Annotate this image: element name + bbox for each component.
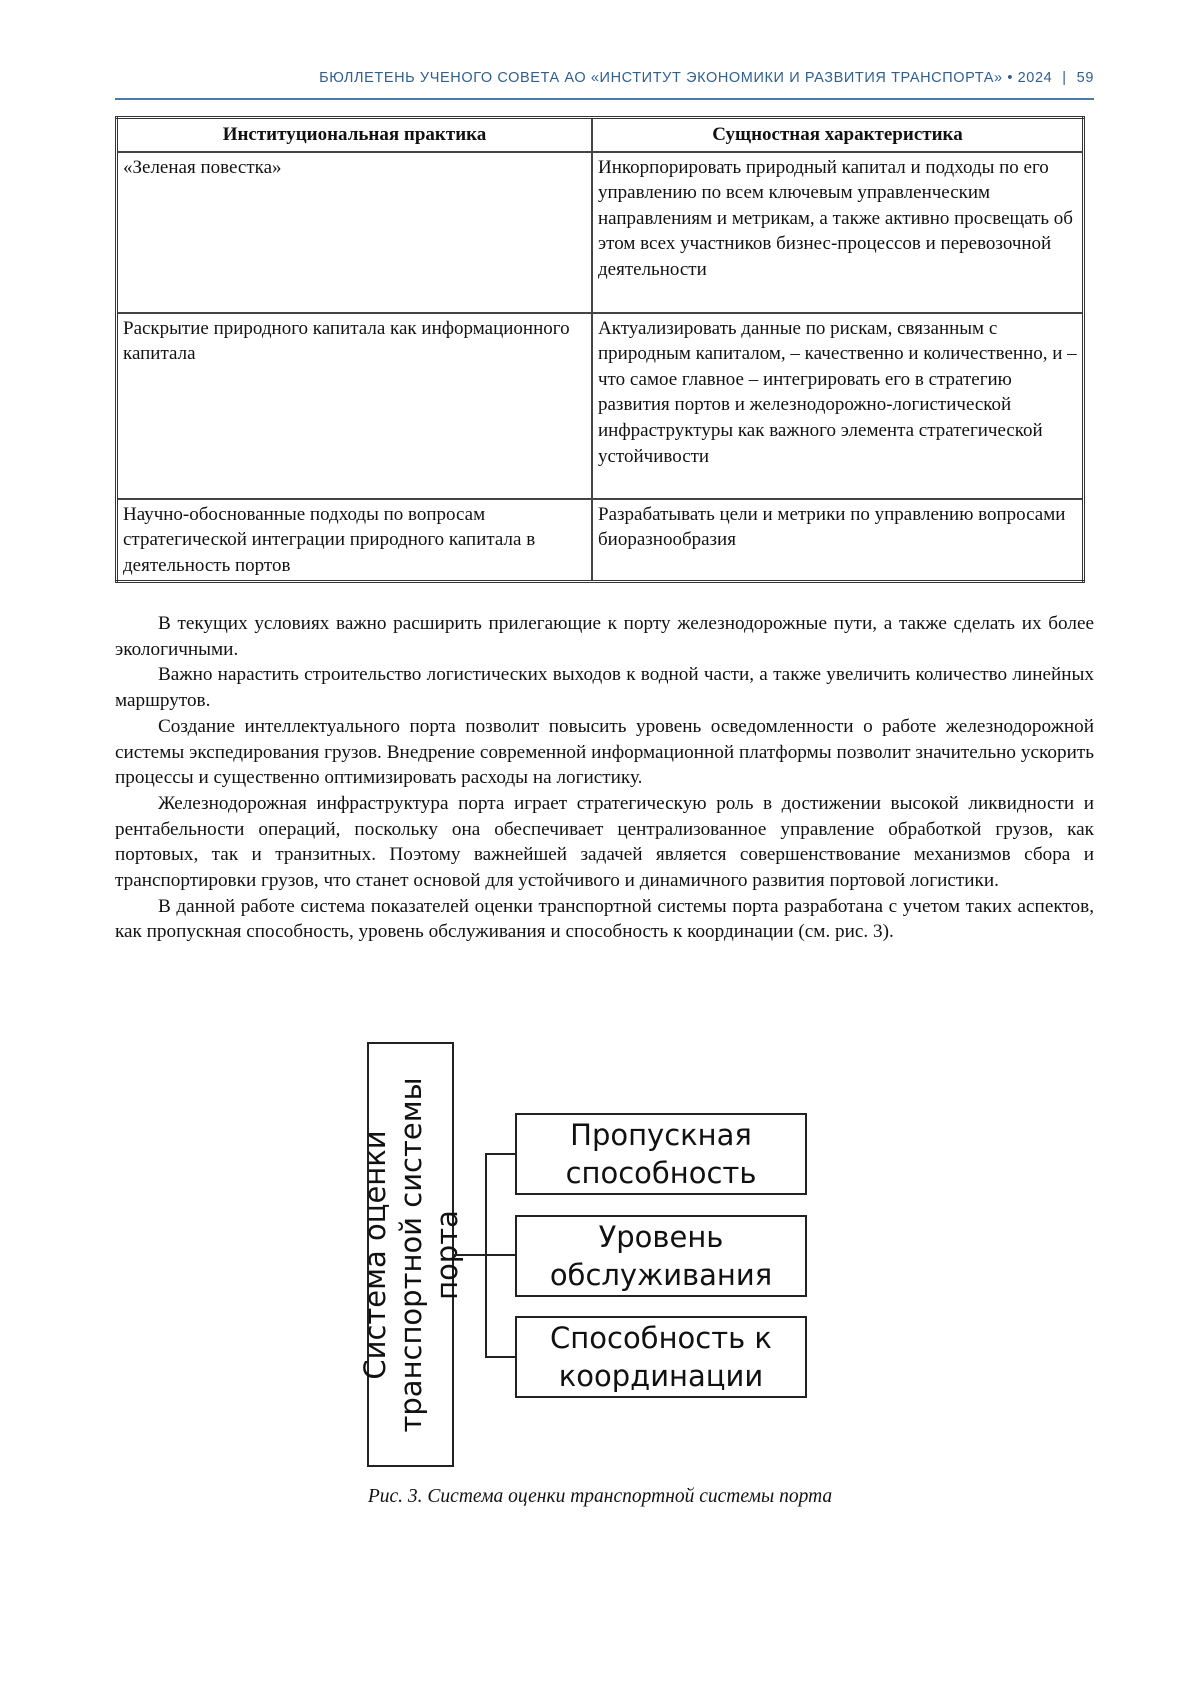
connector-line [485, 1356, 515, 1358]
table-cell: Научно-обоснованные подходы по вопросам стратегической интеграции природного капитала в деятельность портов [117, 499, 593, 582]
column-header: Институциональная практика [117, 118, 593, 152]
header-separator: | [1062, 70, 1066, 86]
body-text [115, 611, 1094, 945]
table-cell: Раскрытие природного капитала как информационного капитала [117, 313, 593, 499]
figure-caption: Рис. 3. Система оценки транспортной системы порта [0, 1486, 1200, 1508]
paragraph: Создание интеллектуального порта позволит повысить уровень осведомленности о работе железнодорожной системы экспедирования грузов. Внедрение современной информационной платформы позволит значительно ускорить процессы и существенно оптимизировать расходы на логистику. [115, 714, 1094, 791]
table-cell: Инкорпорировать природный капитал и подходы по его управлению по всем ключевым управленческим направлениям и метрикам, а также активно просвещать об этом всех участников бизнес-процессов и перевозочной деятельности [592, 152, 1084, 313]
root-node [367, 1042, 454, 1467]
paragraph: В текущих условиях важно расширить прилегающие к порту железнодорожные пути, а также сделать их более экологичными. [115, 611, 1094, 662]
child-node: Уровень обслуживания [515, 1215, 807, 1297]
child-node: Пропускная способность [515, 1113, 807, 1195]
table-cell: Актуализировать данные по рискам, связанным с природным капиталом, – качественно и количественно, и – что самое главное – интегрировать его в стратегию развития портов и железнодорожно-логистической инфраструктуры как важного элемента стратегической устойчивости [592, 313, 1084, 499]
page-number: 59 [1077, 70, 1094, 86]
table-row [117, 313, 1084, 499]
child-node: Способность к координации [515, 1316, 807, 1398]
table-cell: Разрабатывать цели и метрики по управлению вопросами биоразнообразия [592, 499, 1084, 582]
paragraph: Важно нарастить строительство логистических выходов к водной части, а также увеличить количество линейных маршрутов. [115, 662, 1094, 713]
practices-table [115, 116, 1085, 583]
paragraph: Железнодорожная инфраструктура порта играет стратегическую роль в достижении высокой ликвидности и рентабельности операций, поскольку она обеспечивает централизованное управление обработкой грузов, как портовых, так и транзитных. Поэтому важнейшей задачей является совершенствование механизмов сбора и транспортировки грузов, что станет основой для устойчивого и динамичного развития портовой логистики. [115, 791, 1094, 894]
table-row [117, 152, 1084, 313]
connector-line [485, 1153, 515, 1155]
journal-title: БЮЛЛЕТЕНЬ УЧЕНОГО СОВЕТА АО «ИНСТИТУТ ЭКОНОМИКИ И РАЗВИТИЯ ТРАНСПОРТА» • 2024 [319, 70, 1052, 86]
column-header: Сущностная характеристика [592, 118, 1084, 152]
table-row [117, 499, 1084, 582]
table-header-row [117, 118, 1084, 152]
running-header [115, 70, 1094, 86]
header-rule [115, 98, 1094, 100]
table-cell: «Зеленая повестка» [117, 152, 593, 313]
root-node-label: Система оценки транспортной системы порта [357, 1045, 465, 1465]
paragraph: В данной работе система показателей оценки транспортной системы порта разработана с учетом таких аспектов, как пропускная способность, уровень обслуживания и способность к координации (см. рис. 3). [115, 894, 1094, 945]
connector-line [485, 1153, 487, 1358]
